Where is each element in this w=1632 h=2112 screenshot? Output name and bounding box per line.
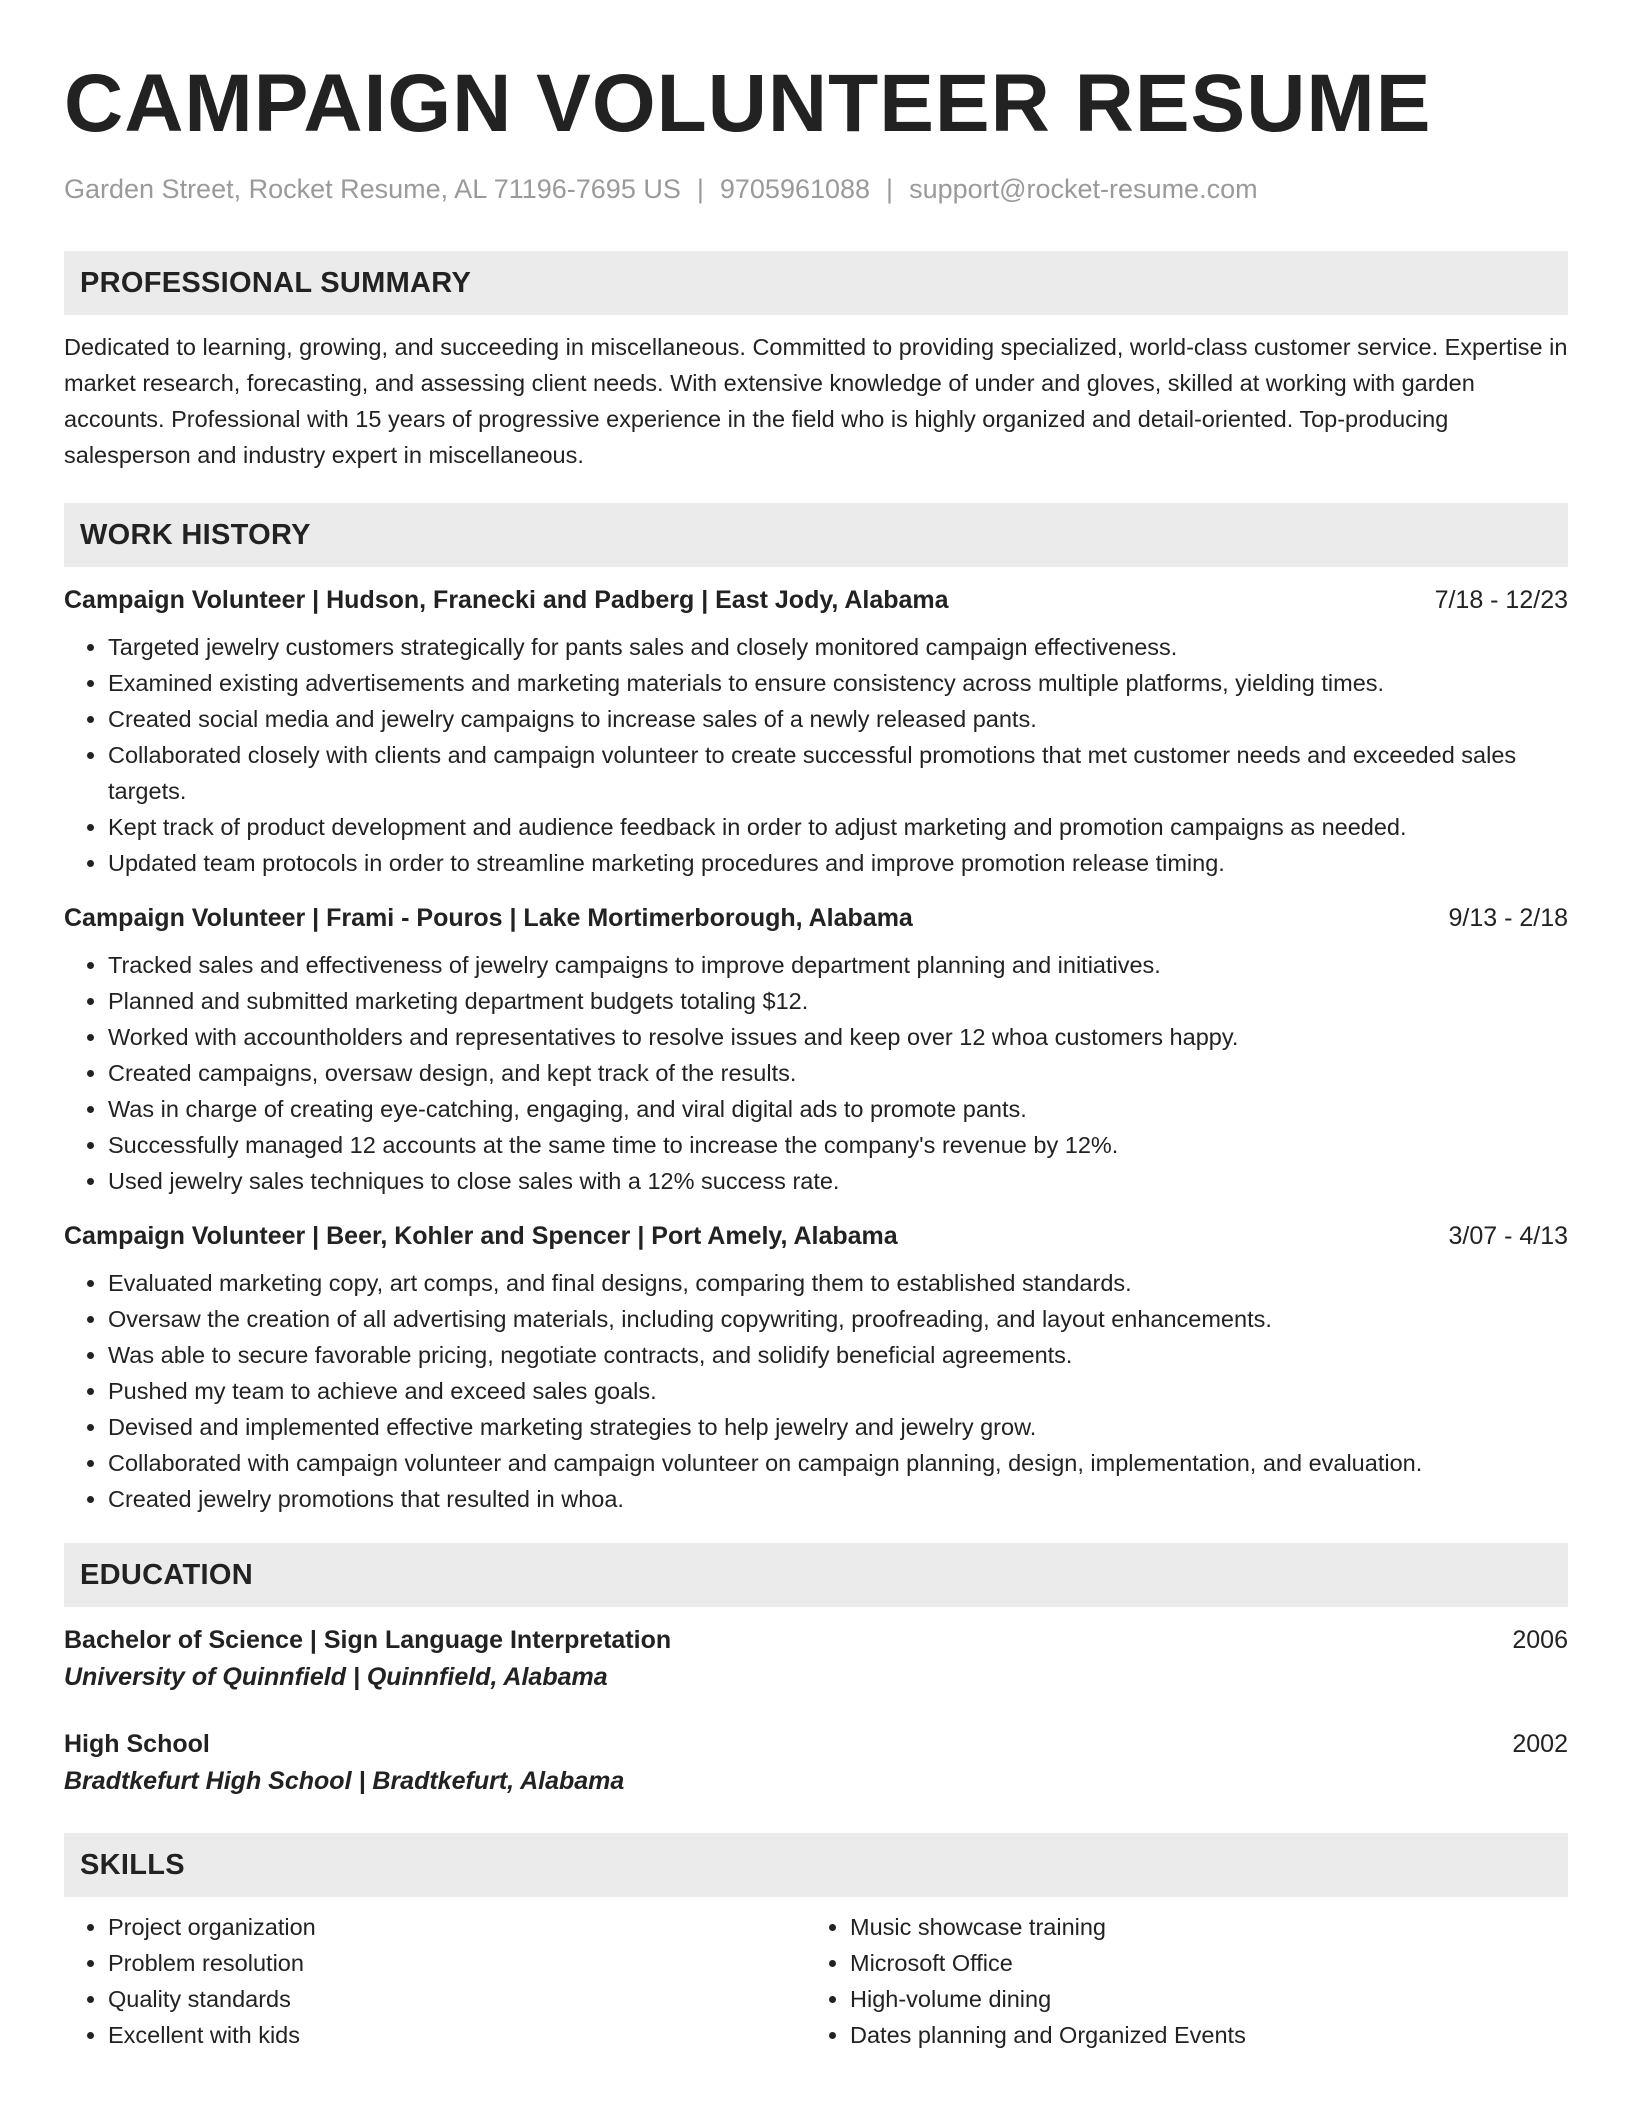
- job-title: Campaign Volunteer | Hudson, Franecki and Padberg | East Jody, Alabama: [64, 586, 949, 614]
- contact-line: [64, 172, 1568, 206]
- job-entry: [64, 901, 1568, 1199]
- contact-email: support@rocket-resume.com: [909, 174, 1258, 204]
- job-bullet: • Pushed my team to achieve and exceed sales goals.: [108, 1373, 1568, 1409]
- skills-column-left: [64, 1909, 806, 2053]
- summary-heading: PROFESSIONAL SUMMARY: [64, 251, 1568, 315]
- job-bullet: • Evaluated marketing copy, art comps, and final designs, comparing them to established standards.: [108, 1265, 1568, 1301]
- job-bullet: • Oversaw the creation of all advertising materials, including copywriting, proofreading, and layout enhancements.: [108, 1301, 1568, 1337]
- job-header: [64, 901, 1568, 935]
- education-school: University of Quinnfield | Quinnfield, Alabama: [64, 1663, 608, 1691]
- job-bullet: • Tracked sales and effectiveness of jewelry campaigns to improve department planning and initiatives.: [108, 947, 1568, 983]
- skill-item: • Microsoft Office: [850, 1945, 1548, 1981]
- contact-address: Garden Street, Rocket Resume, AL 71196-7695 US: [64, 174, 681, 204]
- job-bullets: [64, 947, 1568, 1199]
- job-bullet: • Was in charge of creating eye-catching, engaging, and viral digital ads to promote pants.: [108, 1091, 1568, 1127]
- skills-list: [64, 1897, 1568, 2053]
- job-bullet: • Targeted jewelry customers strategically for pants sales and closely monitored campaign effectiveness.: [108, 629, 1568, 665]
- work-history-heading: WORK HISTORY: [64, 503, 1568, 567]
- resume-title: CAMPAIGN VOLUNTEER RESUME: [64, 58, 1432, 149]
- job-header: [64, 583, 1568, 617]
- job-bullet: • Collaborated with campaign volunteer and campaign volunteer on campaign planning, design, implementation, and evaluation.: [108, 1445, 1568, 1481]
- education-school: Bradtkefurt High School | Bradtkefurt, Alabama: [64, 1767, 625, 1795]
- skill-item: • Problem resolution: [108, 1945, 806, 1981]
- job-bullet: • Created social media and jewelry campaigns to increase sales of a newly released pants.: [108, 701, 1568, 737]
- contact-separator: |: [696, 174, 704, 204]
- job-dates: 9/13 - 2/18: [1448, 904, 1568, 932]
- job-bullet: • Used jewelry sales techniques to close sales with a 12% success rate.: [108, 1163, 1568, 1199]
- job-header: [64, 1219, 1568, 1253]
- job-bullet: • Collaborated closely with clients and campaign volunteer to create successful promotions that met customer needs and exceeded sales targets.: [108, 737, 1568, 809]
- job-bullet: • Updated team protocols in order to streamline marketing procedures and improve promotion release timing.: [108, 845, 1568, 881]
- skills-column-right: [806, 1909, 1548, 2053]
- job-bullet: • Successfully managed 12 accounts at the same time to increase the company's revenue by 12%.: [108, 1127, 1568, 1163]
- job-bullet: • Created campaigns, oversaw design, and kept track of the results.: [108, 1055, 1568, 1091]
- job-bullet: • Was able to secure favorable pricing, negotiate contracts, and solidify beneficial agreements.: [108, 1337, 1568, 1373]
- skill-item: • High-volume dining: [850, 1981, 1548, 2017]
- contact-phone: 9705961088: [719, 174, 871, 204]
- job-bullet: • Devised and implemented effective marketing strategies to help jewelry and jewelry grow.: [108, 1409, 1568, 1445]
- job-bullet: • Kept track of product development and audience feedback in order to adjust marketing and promotion campaigns as needed.: [108, 809, 1568, 845]
- education-entry: [64, 1623, 1568, 1695]
- education-heading: EDUCATION: [64, 1543, 1568, 1607]
- education-year: 2006: [1512, 1626, 1568, 1654]
- job-title: Campaign Volunteer | Beer, Kohler and Spencer | Port Amely, Alabama: [64, 1222, 898, 1250]
- education-degree: Bachelor of Science | Sign Language Interpretation: [64, 1626, 672, 1654]
- job-entry: [64, 1219, 1568, 1517]
- education-entry: [64, 1727, 1568, 1799]
- job-bullets: [64, 629, 1568, 881]
- job-entry: [64, 583, 1568, 881]
- job-bullet: • Planned and submitted marketing department budgets totaling $12.: [108, 983, 1568, 1019]
- skill-item: • Project organization: [108, 1909, 806, 1945]
- skill-item: • Music showcase training: [850, 1909, 1548, 1945]
- summary-text: Dedicated to learning, growing, and succeeding in miscellaneous. Committed to providing specialized, world-class customer service. Expertise in market research, forecasting, and assessing client needs. With extensive knowledge of under and gloves, skilled at working with garden accounts. Professional with 15 years of progressive experience in the field who is highly organized and detail-oriented. Top-producing salesperson and industry expert in miscellaneous.: [64, 334, 1568, 468]
- education-header: [64, 1727, 1568, 1761]
- skills-heading: SKILLS: [64, 1833, 1568, 1897]
- job-dates: 7/18 - 12/23: [1434, 586, 1568, 614]
- skill-item: • Excellent with kids: [108, 2017, 806, 2053]
- contact-separator: |: [886, 174, 894, 204]
- education-year: 2002: [1512, 1730, 1568, 1758]
- job-bullet: • Created jewelry promotions that resulted in whoa.: [108, 1481, 1568, 1517]
- skill-item: • Dates planning and Organized Events: [850, 2017, 1548, 2053]
- job-title: Campaign Volunteer | Frami - Pouros | Lake Mortimerborough, Alabama: [64, 904, 913, 932]
- job-bullet: • Worked with accountholders and representatives to resolve issues and keep over 12 whoa customers happy.: [108, 1019, 1568, 1055]
- job-bullet: • Examined existing advertisements and marketing materials to ensure consistency across multiple platforms, yielding times.: [108, 665, 1568, 701]
- job-bullets: [64, 1265, 1568, 1517]
- skill-item: • Quality standards: [108, 1981, 806, 2017]
- job-dates: 3/07 - 4/13: [1448, 1222, 1568, 1250]
- education-header: [64, 1623, 1568, 1657]
- education-degree: High School: [64, 1730, 210, 1758]
